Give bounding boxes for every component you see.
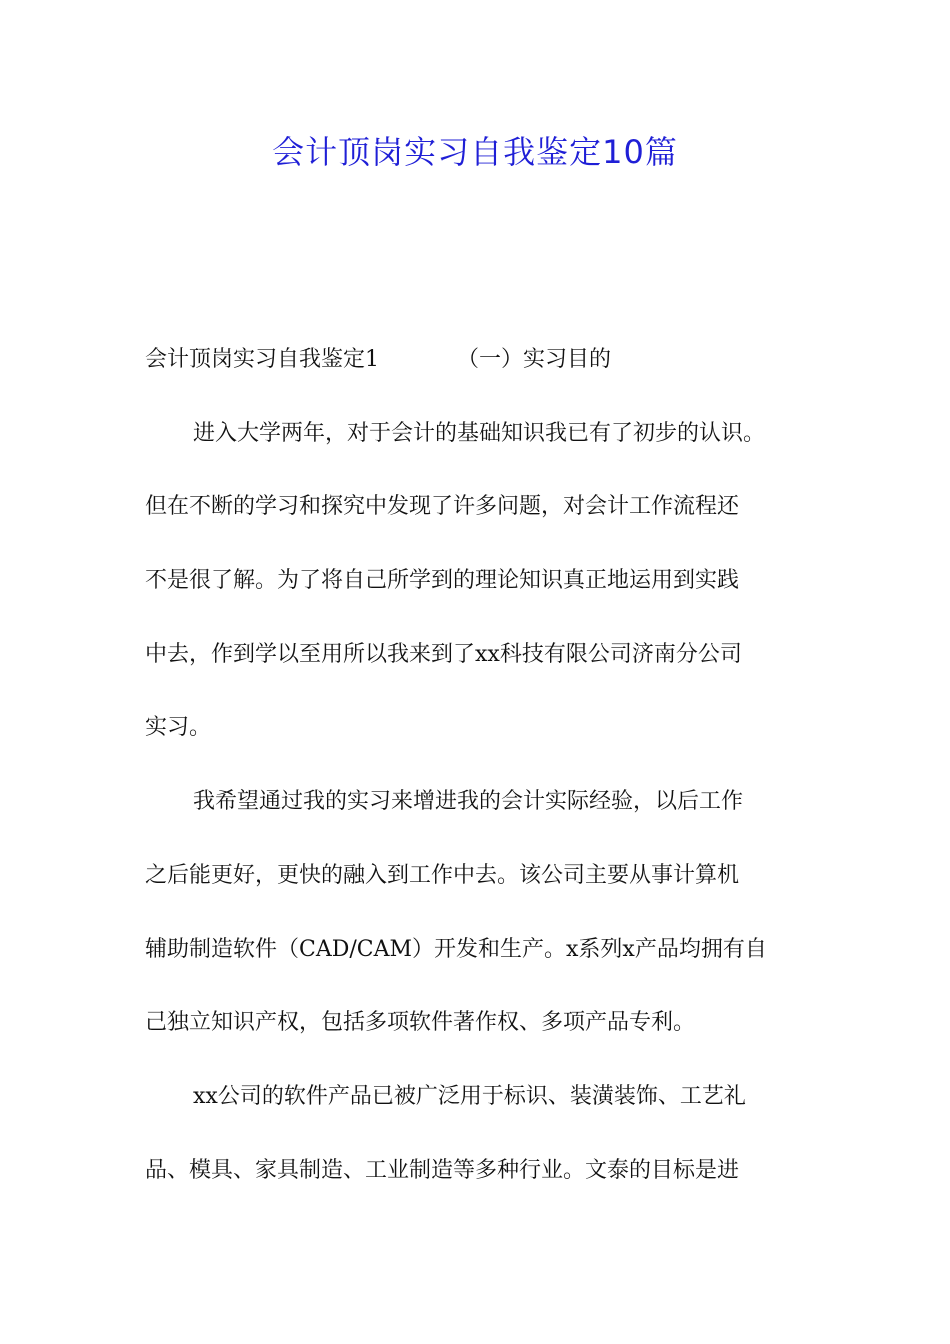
document-body bbox=[145, 336, 817, 1220]
paragraph-line: 品、模具、家具制造、工业制造等多种行业。文泰的目标是进 bbox=[145, 1157, 740, 1183]
paragraph-line: 不是很了解。为了将自己所学到的理论知识真正地运用到实践 bbox=[145, 568, 740, 594]
paragraph-line: 我希望通过我的实习来增进我的会计实际经验，以后工作 bbox=[193, 789, 744, 815]
paragraph-line: xx公司的软件产品已被广泛用于标识、装潢装饰、工艺礼 bbox=[193, 1083, 746, 1109]
paragraph-line: 但在不断的学习和探究中发现了许多问题，对会计工作流程还 bbox=[145, 494, 740, 520]
paragraph-line: 实习。 bbox=[145, 715, 212, 741]
paragraph-line: 之后能更好，更快的融入到工作中去。该公司主要从事计算机 bbox=[145, 862, 740, 888]
document-title: 会计顶岗实习自我鉴定10篇 bbox=[272, 133, 678, 171]
section-title: 会计顶岗实习自我鉴定1 bbox=[145, 347, 379, 372]
paragraph-line: 进入大学两年，对于会计的基础知识我已有了初步的认识。 bbox=[193, 420, 766, 446]
paragraph-line: 己独立知识产权，包括多项软件著作权、多项产品专利。 bbox=[145, 1010, 696, 1036]
paragraph-line: 中去，作到学以至用所以我来到了xx科技有限公司济南分公司 bbox=[145, 641, 742, 667]
paragraph-line: 辅助制造软件（CAD/CAM）开发和生产。x系列x产品均拥有自 bbox=[145, 936, 767, 962]
section-heading-line bbox=[145, 336, 817, 410]
subsection-title: （一）实习目的 bbox=[457, 347, 612, 372]
